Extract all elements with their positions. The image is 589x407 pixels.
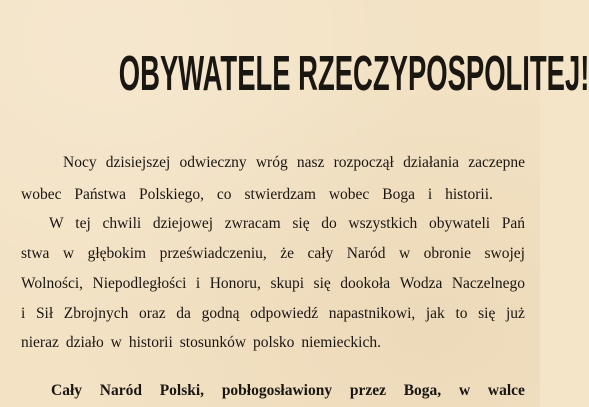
paragraph-2-line-1: W tej chwili dziejowej zwracam się do wszystkich obywateli Pań [49, 215, 525, 232]
paragraph-1-line-1: Nocy dzisiejszej odwieczny wróg nasz rozpoczął działania zaczepne [63, 154, 525, 171]
paragraph-2-line-5: nieraz działo w historii stosunków polsko niemieckich. [21, 334, 381, 351]
paragraph-3-line-1: Cały Naród Polski, pobłogosławiony przez Boga, w walce [51, 382, 525, 399]
paragraph-2-line-4: i Sił Zbrojnych oraz da godną odpowiedź napastnikowi, jak to się już [21, 305, 525, 322]
paragraph-1-line-2: wobec Państwa Polskiego, co stwierdzam wobec Boga i historii. [21, 186, 493, 203]
paragraph-2-line-3: Wolności, Niepodległości i Honoru, skupi się dookoła Wodza Naczelnego [21, 275, 525, 292]
paragraph-2-line-2: stwa w głębokim przeświadczeniu, że cały Naród w obronie swojej [21, 245, 525, 262]
poster-title: OBYWATELE RZECZYPOSPOLITEJ! [118, 47, 589, 101]
